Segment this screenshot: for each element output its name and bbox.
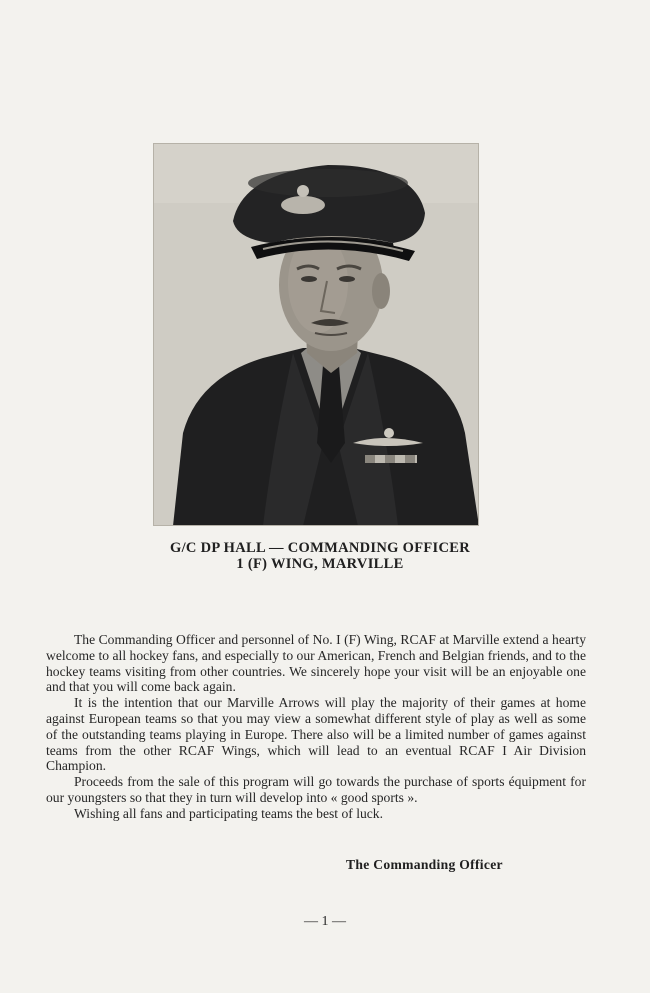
welcome-paragraph: It is the intention that our Marville Arrows will play the majority of their games at home against European teams so that you may view a somewhat different style of play as well as some of the outstanding teams playing in Europe. There also will be a limited number of games against teams from the other RCAF Wings, which will lead to an eventual RCAF I Air Division Champion. <box>46 695 586 774</box>
welcome-message <box>46 632 586 822</box>
commanding-officer-portrait <box>153 143 479 526</box>
welcome-paragraph: The Commanding Officer and personnel of No. I (F) Wing, RCAF at Marville extend a hearty welcome to all hockey fans, and especially to our American, French and Belgian friends, and to the hockey teams visiting from other countries. We sincerely hope your visit will be an enjoyable one and that you will come back again. <box>46 632 586 695</box>
welcome-paragraph: Proceeds from the sale of this program will go towards the purchase of sports équipment for our youngsters so that they in turn will develop into « good sports ». <box>46 774 586 805</box>
page-number: — 1 — <box>304 914 346 929</box>
signature: The Commanding Officer <box>346 857 503 872</box>
photo-caption-unit: 1 (F) WING, MARVILLE <box>236 556 404 572</box>
photo-caption-name: G/C DP HALL — COMMANDING OFFICER <box>169 540 470 556</box>
welcome-paragraph: Wishing all fans and participating teams the best of luck. <box>74 805 384 821</box>
